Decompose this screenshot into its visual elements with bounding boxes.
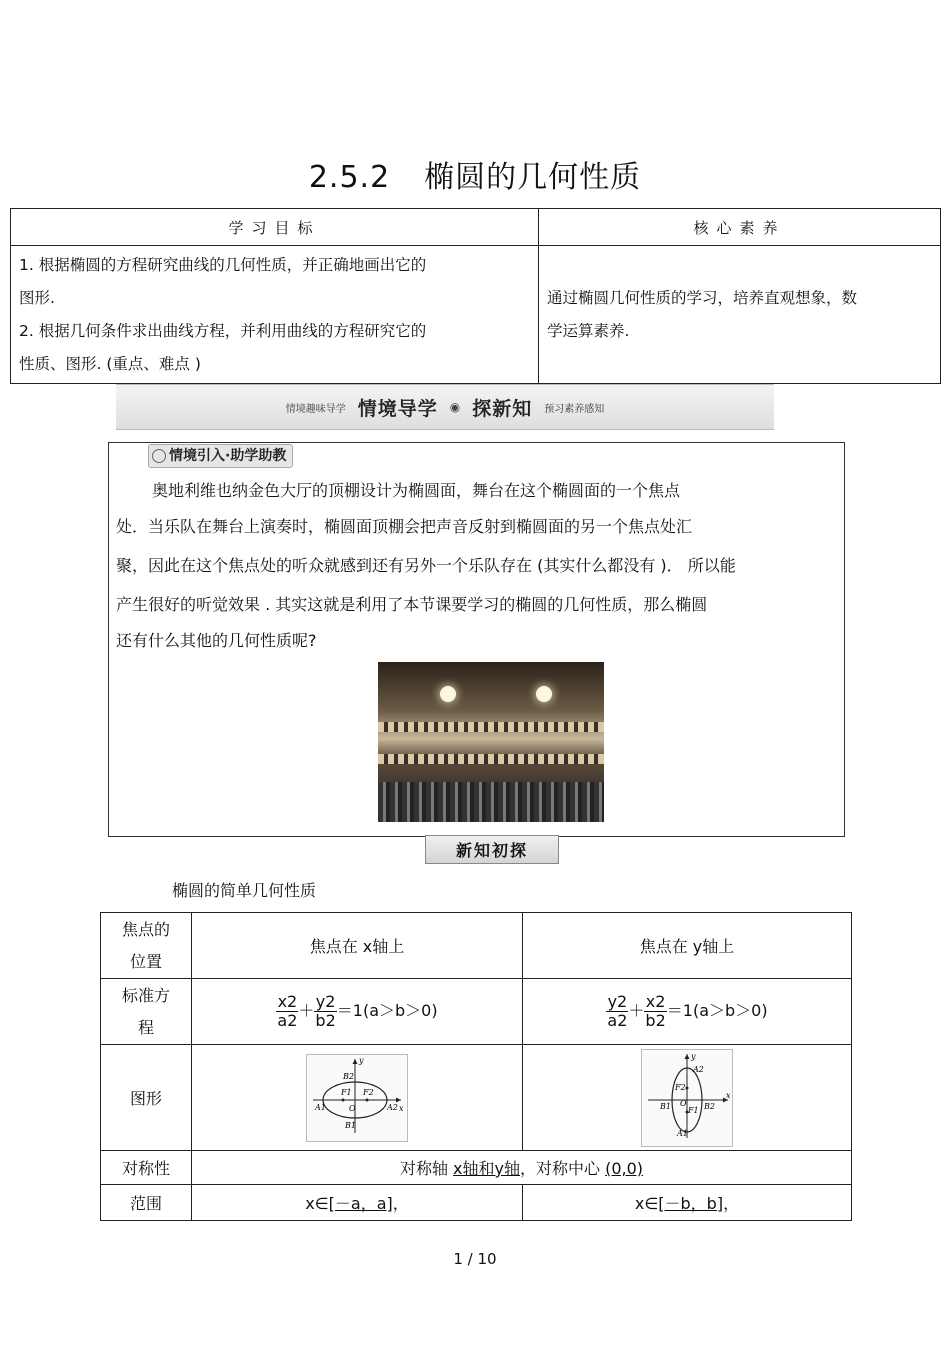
- core-literacy-content: [539, 246, 941, 384]
- svg-text:y: y: [359, 1055, 364, 1065]
- banner-divider-icon: ◉: [449, 400, 461, 414]
- svg-text:F2: F2: [675, 1082, 686, 1092]
- svg-text:O: O: [680, 1098, 687, 1108]
- page-title: [0, 152, 950, 196]
- svg-text:B2: B2: [704, 1101, 715, 1111]
- banner-left-big: 情境导学: [357, 397, 438, 420]
- ellipse-properties-table: [100, 912, 852, 1221]
- x-axis-range: x∈[－a，a]，: [192, 1185, 523, 1221]
- vertical-ellipse-figure: [641, 1049, 733, 1147]
- y-axis-case: 焦点在 y轴上: [523, 913, 852, 979]
- svg-text:x: x: [726, 1090, 731, 1100]
- intro-tag-label: 情境引入·助学助教: [169, 448, 287, 464]
- table-row: [101, 1185, 852, 1221]
- svg-text:B2: B2: [343, 1071, 354, 1081]
- svg-text:A2: A2: [387, 1102, 398, 1112]
- intro-line: 聚，因此在这个焦点处的听众就感到还有另外一个乐队存在 (其实什么都没有 )． 所以能: [116, 556, 736, 575]
- intro-line: 还有什么其他的几何性质呢?: [116, 631, 317, 650]
- svg-text:F1: F1: [688, 1105, 699, 1115]
- concert-hall-photo: [378, 662, 604, 822]
- y-axis-equation: $\frac{y2}{a2}$ ＋ $\frac{x2}{b2}$ ＝1(a＞b＞0): [523, 979, 852, 1045]
- literacy-line: 学运算素养.: [547, 321, 630, 340]
- intro-line: 产生很好的听觉效果 . 其实这就是利用了本节课要学习的椭圆的几何性质，那么椭圆: [116, 595, 708, 614]
- properties-subheading: 椭圆的简单几何性质: [172, 881, 317, 900]
- table-row: [101, 979, 852, 1045]
- page-number: 1 / 10: [453, 1250, 497, 1268]
- goals-content: [11, 246, 539, 384]
- svg-text:A2: A2: [693, 1064, 704, 1074]
- goals-header: 学习目标: [11, 209, 539, 246]
- y-axis-range: x∈[－b，b]，: [523, 1185, 852, 1221]
- table-row: [101, 1045, 852, 1151]
- literacy-line: 通过椭圆几何性质的学习，培养直观想象，数: [547, 288, 858, 307]
- row-label: 图形: [101, 1045, 192, 1151]
- svg-text:x: x: [399, 1103, 404, 1113]
- svg-text:B1: B1: [660, 1101, 671, 1111]
- section-number: 2.5.2: [308, 160, 391, 195]
- table-row: [101, 1151, 852, 1185]
- svg-text:A1: A1: [677, 1128, 688, 1138]
- table-row: [101, 913, 852, 979]
- svg-text:B1: B1: [345, 1120, 356, 1130]
- row-label: 对称性: [101, 1151, 192, 1185]
- svg-text:O: O: [349, 1103, 356, 1113]
- symmetry-value: 对称轴 x轴和y轴，对称中心 (0,0): [192, 1151, 852, 1185]
- row-label: 范围: [101, 1185, 192, 1221]
- new-knowledge-header: 新知初探: [425, 835, 559, 864]
- pencil-icon: [152, 449, 166, 463]
- intro-tag: [148, 444, 293, 468]
- row-label: 标准方 程: [101, 979, 192, 1045]
- intro-line: 奥地利维也纳金色大厅的顶棚设计为椭圆面，舞台在这个椭圆面的一个焦点: [152, 481, 681, 500]
- goal-line: 1. 根据椭圆的方程研究曲线的几何性质，并正确地画出它的: [19, 255, 427, 274]
- banner-right-small: 预习素养感知: [544, 403, 605, 415]
- x-axis-figure-cell: [192, 1045, 523, 1151]
- section-banner: [116, 384, 774, 430]
- row-label: 焦点的 位置: [101, 913, 192, 979]
- y-axis-figure-cell: [523, 1045, 852, 1151]
- banner-left-small: 情境趣味导学: [285, 403, 346, 415]
- goal-line: 图形.: [19, 288, 55, 307]
- goal-line: 2. 根据几何条件求出曲线方程，并利用曲线的方程研究它的: [19, 321, 427, 340]
- x-axis-equation: $\frac{x2}{a2}$ ＋ $\frac{y2}{b2}$ ＝1(a＞b＞0): [192, 979, 523, 1045]
- svg-text:y: y: [691, 1051, 696, 1061]
- intro-line: 处．当乐队在舞台上演奏时，椭圆面顶棚会把声音反射到椭圆面的另一个焦点处汇: [116, 517, 693, 536]
- svg-text:A1: A1: [315, 1102, 326, 1112]
- horizontal-ellipse-figure: [306, 1054, 408, 1142]
- goals-table: [10, 208, 941, 384]
- x-axis-case: 焦点在 x轴上: [192, 913, 523, 979]
- svg-text:F2: F2: [363, 1087, 374, 1097]
- core-literacy-header: 核心素养: [539, 209, 941, 246]
- banner-right-big: 探新知: [472, 397, 533, 420]
- section-title: 椭圆的几何性质: [424, 160, 642, 195]
- goal-line: 性质、图形. (重点、难点 ): [19, 354, 201, 373]
- svg-text:F1: F1: [341, 1087, 352, 1097]
